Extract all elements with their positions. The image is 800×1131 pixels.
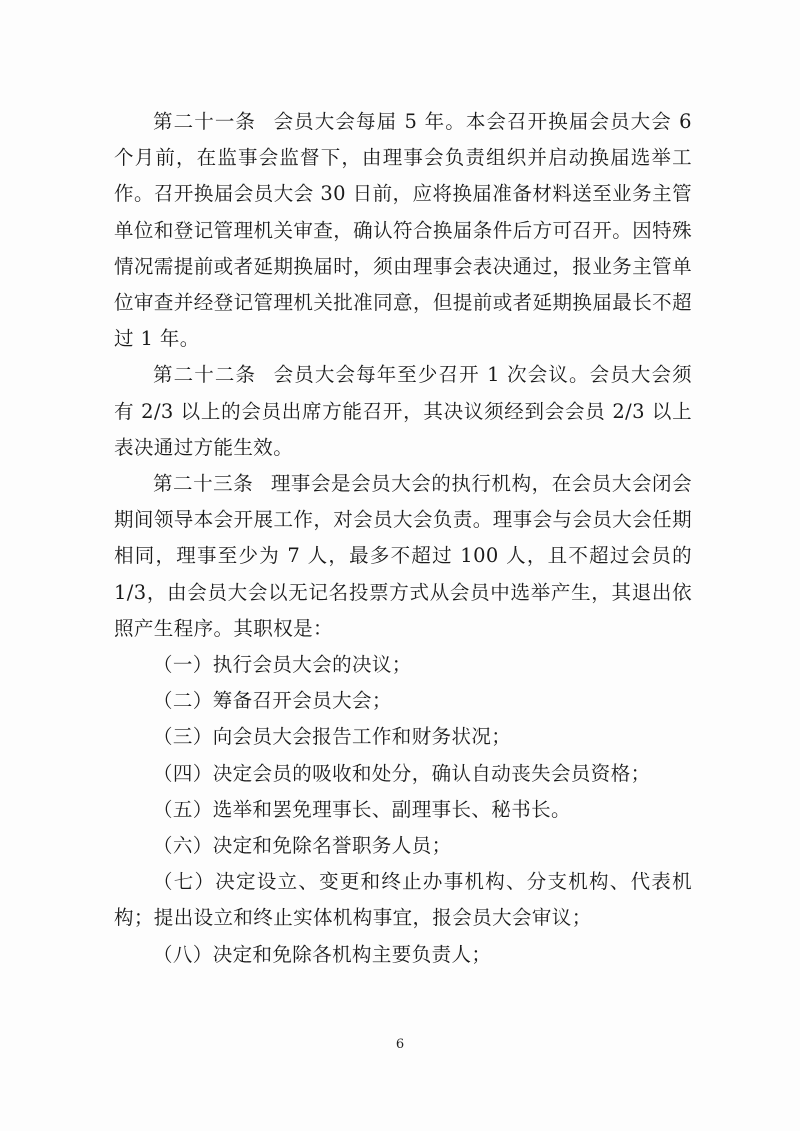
article-22-heading: 第二十二条 (153, 363, 257, 387)
article-22-text: 会员大会每年至少召开 1 次会议。会员大会须有 2/3 以上的会员出席方能召开，其决议须经到会会员 2/3 以上表决通过方能生效。 (114, 363, 692, 459)
power-item-3: （三）向会员大会报告工作和财务状况； (153, 725, 512, 749)
document-body (114, 104, 692, 973)
power-item-4: （四）决定会员的吸收和处分，确认自动丧失会员资格； (153, 761, 651, 785)
article-23-heading: 第二十三条 (153, 472, 254, 496)
page-number: 6 (395, 1037, 405, 1052)
power-item-7: （七）决定设立、变更和终止办事机构、分支机构、代表机构；提出设立和终止实体机构事宜，报会员大会审议； (114, 870, 692, 930)
article-23 (114, 466, 692, 647)
article-21 (114, 104, 692, 357)
power-item-1: （一）执行会员大会的决议； (153, 653, 412, 677)
power-item-8: （八）决定和免除各机构主要负责人； (153, 942, 492, 966)
power-item-2: （二）筹备召开会员大会； (153, 689, 392, 713)
article-22 (114, 357, 692, 466)
article-23-text: 理事会是会员大会的执行机构，在会员大会闭会期间领导本会开展工作，对会员大会负责。理事会与会员大会任期相同，理事至少为 7 人，最多不超过 100 人，且不超过会员的 1/3，由会员大会以无记名投票方式从会员中选举产生，其退出依照产生程序。其职权是： (114, 472, 692, 640)
article-21-text: 会员大会每届 5 年。本会召开换届会员大会 6 个月前，在监事会监督下，由理事会负责组织并启动换届选举工作。召开换届会员大会 30 日前，应将换届准备材料送至业务主管单位和登记管理机关审查，确认符合换届条件后方可召开。因特殊情况需提前或者延期换届时，须由理事会表决通过，报业务主管单位审查并经登记管理机关批准同意，但提前或者延期换届最长不超过 1 年。 (114, 110, 692, 351)
power-item-6: （六）决定和免除名誉职务人员； (153, 834, 452, 858)
article-21-heading: 第二十一条 (153, 110, 257, 133)
power-item-5: （五）选举和罢免理事长、副理事长、秘书长。 (153, 797, 571, 821)
